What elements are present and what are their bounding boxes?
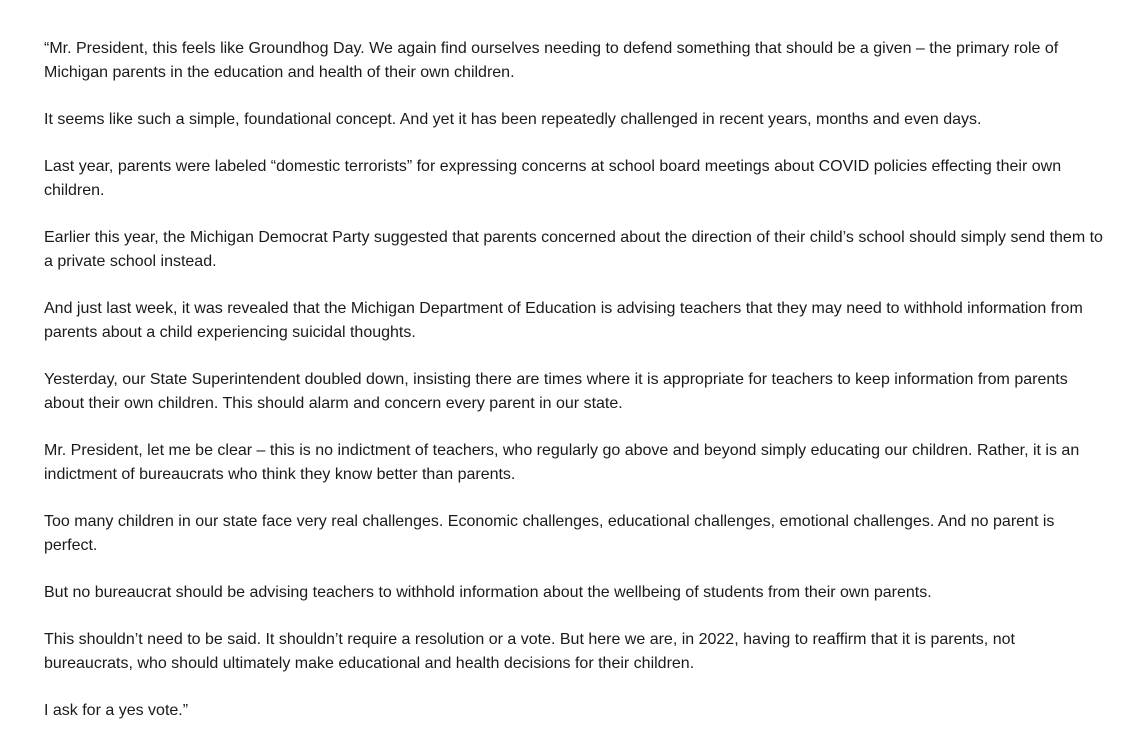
paragraph-domestic-terrorists: Last year, parents were labeled “domestic terrorists” for expressing concerns at school board meetings about COVID policies effecting their own children. — [44, 158, 1062, 199]
paragraph-state-superintendent: Yesterday, our State Superintendent doubled down, insisting there are times where it is appropriate for teachers to keep information from parents about their own children. This should alarm and concern every parent in our state. — [44, 371, 1068, 412]
paragraph-department-of-education: And just last week, it was revealed that the Michigan Department of Education is advising teachers that they may need to withhold information from parents about a child experiencing suicidal thoughts. — [44, 300, 1083, 341]
paragraph-yes-vote: I ask for a yes vote.” — [44, 702, 189, 719]
paragraph-groundhog-day: “Mr. President, this feels like Groundhog Day. We again find ourselves needing to defend something that should be a given – the primary role of Michigan parents in the education and health of their own children. — [44, 40, 1059, 81]
paragraph-no-bureaucrat: But no bureaucrat should be advising teachers to withhold information about the wellbeing of students from their own parents. — [44, 584, 932, 601]
paragraph-reaffirm-parents: This shouldn’t need to be said. It shouldn’t require a resolution or a vote. But here we are, in 2022, having to reaffirm that it is parents, not bureaucrats, who should ultimately make educational and health decisions for their children. — [44, 631, 1015, 672]
paragraph-democrat-party: Earlier this year, the Michigan Democrat Party suggested that parents concerned about the direction of their child’s school should simply send them to a private school instead. — [44, 229, 1103, 270]
paragraph-not-indictment-of-teachers: Mr. President, let me be clear – this is no indictment of teachers, who regularly go above and beyond simply educating our children. Rather, it is an indictment of bureaucrats who think they know better than parents. — [44, 442, 1080, 483]
paragraph-foundational-concept: It seems like such a simple, foundational concept. And yet it has been repeatedly challenged in recent years, months and even days. — [44, 111, 982, 128]
speech-document — [44, 37, 1104, 723]
paragraph-real-challenges: Too many children in our state face very real challenges. Economic challenges, educational challenges, emotional challenges. And no parent is perfect. — [44, 513, 1055, 554]
